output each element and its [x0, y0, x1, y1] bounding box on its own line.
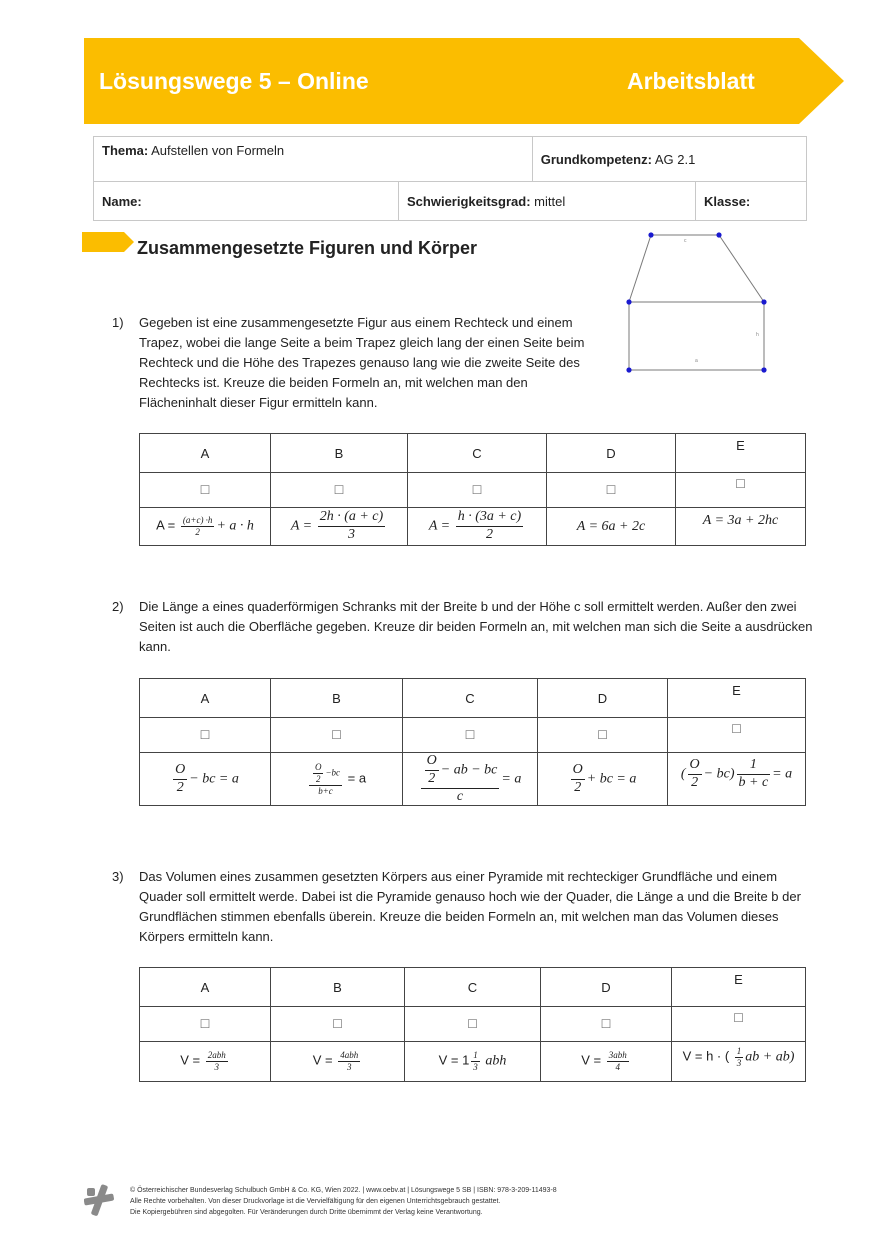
task-3-text — [139, 867, 839, 947]
task-1-header-a: A — [140, 434, 271, 473]
task-3-formula-b: V = $\frac{\text{4abh}}{3}$ — [271, 1042, 405, 1082]
task-1-table — [139, 433, 806, 546]
task-1-line: Rechtecks ist. Kreuze die beiden Formeln an, mit welchen man den — [139, 375, 528, 390]
task-1-formula-c: A = $\frac{h \cdot (3a + c)}{2}$ — [408, 508, 547, 546]
klasse-cell[interactable] — [696, 182, 807, 221]
task-1-checkbox-e[interactable]: ☐ — [676, 473, 806, 508]
task-1-checkbox-b[interactable]: ☐ — [271, 473, 408, 508]
task-3-header-b: B — [271, 968, 405, 1007]
name-cell[interactable] — [94, 182, 399, 221]
task-1-header-c: C — [408, 434, 547, 473]
task-3-line: Quader soll ermittelt werde. Dabei ist die Pyramide genauso hoch wie der Quader, die Länge a und die Breite b der — [139, 889, 801, 904]
task-3-header-a: A — [140, 968, 271, 1007]
task-2-formula-a: $\frac{O}{2}$ − bc = a — [140, 753, 271, 806]
task-3-checkbox-c[interactable]: ☐ — [405, 1007, 541, 1042]
task-2-line: kann. — [139, 639, 171, 654]
task-1-formula-a: A = $\frac{(a+c) \cdot h}{2}$ + a · h — [140, 508, 271, 546]
task-2-header-a: A — [140, 679, 271, 718]
difficulty-cell — [399, 182, 696, 221]
header-right-title: Arbeitsblatt — [627, 68, 755, 94]
task-1-line: Gegeben ist eine zusammengesetzte Figur aus einem Rechteck und einem — [139, 315, 573, 330]
task-1-number: 1) — [112, 315, 124, 330]
task-2-header-e: E — [668, 679, 806, 718]
task-1-formula-d: A = 6a + 2c — [547, 508, 676, 546]
task-3-checkbox-d[interactable]: ☐ — [541, 1007, 672, 1042]
task-2-formula-d: $\frac{O}{2}$ + bc = a — [538, 753, 668, 806]
task-1-line: Trapez, wobei die lange Seite a beim Trapez gleich lang der einen Seite beim — [139, 335, 585, 350]
task-3-line: Grundflächen stimmen ebenfalls überein. Kreuze die beiden Formeln an, mit welchen man das Volumen dieses — [139, 909, 779, 924]
grundkompetenz-cell — [532, 137, 806, 182]
task-2-checkbox-c[interactable]: ☐ — [403, 718, 538, 753]
task-2-checkbox-d[interactable]: ☐ — [538, 718, 668, 753]
header-banner — [84, 38, 844, 124]
task-2-line: Die Länge a eines quaderförmigen Schranks mit der Breite b und der Höhe c soll ermittelt werden. Außer den zwei — [139, 599, 797, 614]
task-2-header-c: C — [403, 679, 538, 718]
task-2-header-d: D — [538, 679, 668, 718]
task-3-header-d: D — [541, 968, 672, 1007]
figure-label-c: c — [684, 238, 687, 244]
task-2-number: 2) — [112, 599, 124, 614]
task-1-line: Rechteck und die Höhe des Trapezes genauso lang wie die zweite Seite des — [139, 355, 580, 370]
task-1-formula-e: A = 3a + 2hc — [676, 508, 806, 546]
task-3-header-e: E — [672, 968, 806, 1007]
task-3-table — [139, 967, 806, 1082]
difficulty-label: Schwierigkeitsgrad: — [407, 193, 531, 209]
task-2-table — [139, 678, 806, 806]
task-1-header-e: E — [676, 434, 806, 473]
grundkompetenz-value: AG 2.1 — [654, 151, 696, 167]
task-3-header-c: C — [405, 968, 541, 1007]
difficulty-value: mittel — [534, 193, 566, 209]
thema-label: Thema: — [102, 143, 149, 158]
task-3-checkbox-b[interactable]: ☐ — [271, 1007, 405, 1042]
task-2-line: Seiten ist auch die Oberfläche gegeben. Kreuze dir beiden Formeln an, mit welchen man sich die Seite a ausdrücken — [139, 619, 813, 634]
task-3-formula-c: V = 1 $\frac{1}{3}$ abh — [405, 1042, 541, 1082]
klasse-label: Klasse: — [704, 193, 751, 209]
task-1-header-d: D — [547, 434, 676, 473]
task-1-text — [139, 313, 619, 413]
task-3-line: Körpers ermitteln kann. — [139, 929, 274, 944]
name-label: Name: — [102, 193, 142, 209]
task-3-formula-a: V = $\frac{\text{2abh}}{3}$ — [140, 1042, 271, 1082]
thema-cell — [94, 137, 533, 182]
section-title: Zusammengesetzte Figuren und Körper — [137, 238, 478, 258]
grundkompetenz-label: Grundkompetenz: — [540, 151, 652, 167]
task-1-header-b: B — [271, 434, 408, 473]
task-3-checkbox-e[interactable]: ☐ — [672, 1007, 806, 1042]
section-arrow-icon — [82, 232, 134, 252]
task-2-formula-c: $\frac{O}{2}$ − ab − bc c = a — [403, 753, 538, 806]
task-2-formula-e: ( $\frac{O}{2}$ − bc) $\frac{1}{b + c}$ = a — [668, 753, 806, 806]
task-1-checkbox-d[interactable]: ☐ — [547, 473, 676, 508]
task-1-line: Flächeninhalt dieser Figur ermitteln kann. — [139, 395, 378, 410]
footer — [130, 1185, 557, 1218]
footer-line-1: © Österreichischer Bundesverlag Schulbuch GmbH & Co. KG, Wien 2022. | www.oebv.at | Lösungswege 5 SB | ISBN: 978-3-209-11493-8 — [130, 1187, 557, 1194]
task-2-header-b: B — [271, 679, 403, 718]
task-3-line: Das Volumen eines zusammen gesetzten Körpers aus einer Pyramide mit rechteckiger Grundfläche und einem — [139, 869, 778, 884]
task-3-number: 3) — [112, 869, 124, 884]
publisher-logo-icon — [84, 1184, 114, 1216]
task-2-checkbox-b[interactable]: ☐ — [271, 718, 403, 753]
task-1-checkbox-a[interactable]: ☐ — [140, 473, 271, 508]
trapezoid-rectangle-figure — [622, 230, 772, 378]
footer-line-3: Die Kopiergebühren sind abgegolten. Für Veränderungen durch Dritte übernimmt der Verlag keine Verantwortung. — [130, 1209, 483, 1216]
task-3-formula-e: V = h · ( $\frac{1}{3}$ ab + ab) — [672, 1042, 806, 1082]
figure-label-a: a — [695, 358, 698, 364]
task-1-formula-b: A = $\frac{2h \cdot (a + c)}{3}$ — [271, 508, 408, 546]
task-1-checkbox-c[interactable]: ☐ — [408, 473, 547, 508]
thema-value: Aufstellen von Formeln — [151, 143, 285, 158]
header-left-title: Lösungswege 5 – Online — [99, 68, 369, 94]
info-table — [93, 136, 807, 221]
footer-line-2: Alle Rechte vorbehalten. Von dieser Druckvorlage ist die Vervielfältigung für den eigenen Unterrichtsgebrauch gestattet. — [130, 1198, 501, 1205]
task-3-checkbox-a[interactable]: ☐ — [140, 1007, 271, 1042]
task-2-text — [139, 597, 839, 657]
task-2-checkbox-a[interactable]: ☐ — [140, 718, 271, 753]
task-2-checkbox-e[interactable]: ☐ — [668, 718, 806, 753]
figure-label-h: h — [756, 332, 759, 338]
task-2-formula-b: $\frac{O}{2}$ −bc b+c = a — [271, 753, 403, 806]
task-3-formula-d: V = $\frac{\text{3abh}}{4}$ — [541, 1042, 672, 1082]
